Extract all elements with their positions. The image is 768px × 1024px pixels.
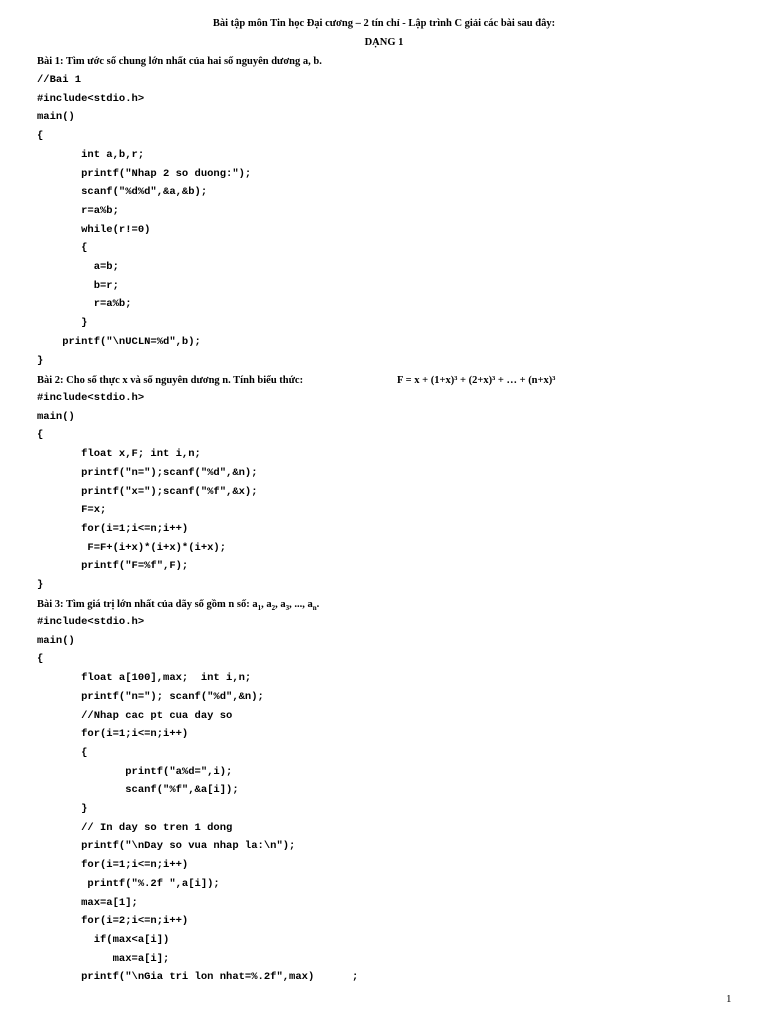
code-line: } bbox=[37, 579, 44, 591]
code-line: max=a[1]; bbox=[37, 896, 138, 909]
code-line: main() bbox=[37, 634, 75, 647]
code-line: b=r; bbox=[37, 279, 119, 292]
code-line: float x,F; int i,n; bbox=[37, 448, 201, 461]
page-number: 1 bbox=[726, 993, 732, 1005]
code-line: a=b; bbox=[37, 261, 119, 273]
document-title: Bài tập môn Tin học Đại cương – 2 tín chỉ - Lập trình C giải các bài sau đây: bbox=[212, 18, 556, 29]
code-line: { bbox=[37, 130, 44, 143]
subscript-1: 1 bbox=[257, 604, 262, 613]
code-line: printf("Nhap 2 so duong:"); bbox=[37, 167, 252, 180]
subscript-n: n bbox=[312, 604, 317, 613]
code-line: printf("n="); scanf("%d",&n); bbox=[37, 690, 264, 703]
problem-2-formula: F = x + (1+x)³ + (2+x)³ + … + (n+x)³ bbox=[397, 375, 556, 386]
code-line: } bbox=[37, 317, 88, 330]
subscript-3: 3 bbox=[285, 604, 290, 613]
code-line: //Nhap cac pt cua day so bbox=[37, 709, 233, 722]
code-line: while(r!=0) bbox=[37, 223, 151, 236]
code-line: printf("x=");scanf("%f",&x); bbox=[37, 485, 258, 498]
code-line: printf("n=");scanf("%d",&n); bbox=[37, 466, 258, 479]
document-subtitle: DẠNG 1 bbox=[364, 37, 404, 48]
code-line: printf("\nUCLN=%d",b); bbox=[37, 335, 201, 348]
code-line: printf("\nGia tri lon nhat=%.2f",max) ; bbox=[37, 971, 359, 984]
code-line: r=a%b; bbox=[37, 204, 119, 217]
code-line: printf("%.2f ",a[i]); bbox=[37, 877, 220, 890]
code-line: { bbox=[37, 653, 44, 666]
code-line: #include<stdio.h> bbox=[37, 616, 145, 628]
code-line: F=F+(i+x)*(i+x)*(i+x); bbox=[37, 541, 227, 554]
code-line: { bbox=[37, 242, 88, 255]
code-line: printf("\nDay so vua nhap la:\n"); bbox=[37, 840, 296, 853]
code-line: if(max<a[i]) bbox=[37, 933, 170, 946]
code-line: for(i=1;i<=n;i++) bbox=[37, 522, 189, 535]
code-line: printf("F=%f",F); bbox=[37, 560, 189, 573]
code-line: #include<stdio.h> bbox=[37, 392, 145, 404]
code-line: #include<stdio.h> bbox=[37, 92, 145, 105]
code-line: scanf("%d%d",&a,&b); bbox=[37, 186, 208, 199]
code-line: printf("a%d=",i); bbox=[37, 765, 233, 778]
code-line: } bbox=[37, 354, 44, 367]
code-line: { bbox=[37, 746, 88, 759]
problem-1-heading: Bài 1: Tìm ước số chung lớn nhất của hai số nguyên dương a, b. bbox=[37, 56, 322, 67]
code-line: for(i=1;i<=n;i++) bbox=[37, 728, 189, 741]
problem-3-heading-text: Bài 3: Tìm giá trị lớn nhất của dãy số gồm n số: a bbox=[37, 599, 258, 610]
code-line: scanf("%f",&a[i]); bbox=[37, 784, 239, 797]
code-line: F=x; bbox=[37, 504, 107, 517]
code-line: max=a[i]; bbox=[37, 952, 170, 965]
code-line: //Bai 1 bbox=[37, 74, 82, 86]
problem-3-heading: Bài 3: Tìm giá trị lớn nhất của dãy số gồm n số: $a_1$, $a_2$, $a_3$, ..., $a_n$. bbox=[37, 599, 320, 613]
code-line: for(i=2;i<=n;i++) bbox=[37, 915, 189, 928]
code-line: } bbox=[37, 803, 88, 815]
subscript-2: 2 bbox=[271, 604, 276, 613]
code-line: main() bbox=[37, 410, 75, 423]
code-line: for(i=1;i<=n;i++) bbox=[37, 859, 189, 872]
code-line: int a,b,r; bbox=[37, 148, 145, 161]
code-line: main() bbox=[37, 111, 75, 124]
code-line: float a[100],max; int i,n; bbox=[37, 672, 252, 685]
problem-2-heading: Bài 2: Cho số thực x và số nguyên dương n. Tính biểu thức: bbox=[37, 375, 304, 386]
code-line: { bbox=[37, 429, 44, 442]
code-line: r=a%b; bbox=[37, 298, 132, 311]
code-line: // In day so tren 1 dong bbox=[37, 821, 233, 834]
